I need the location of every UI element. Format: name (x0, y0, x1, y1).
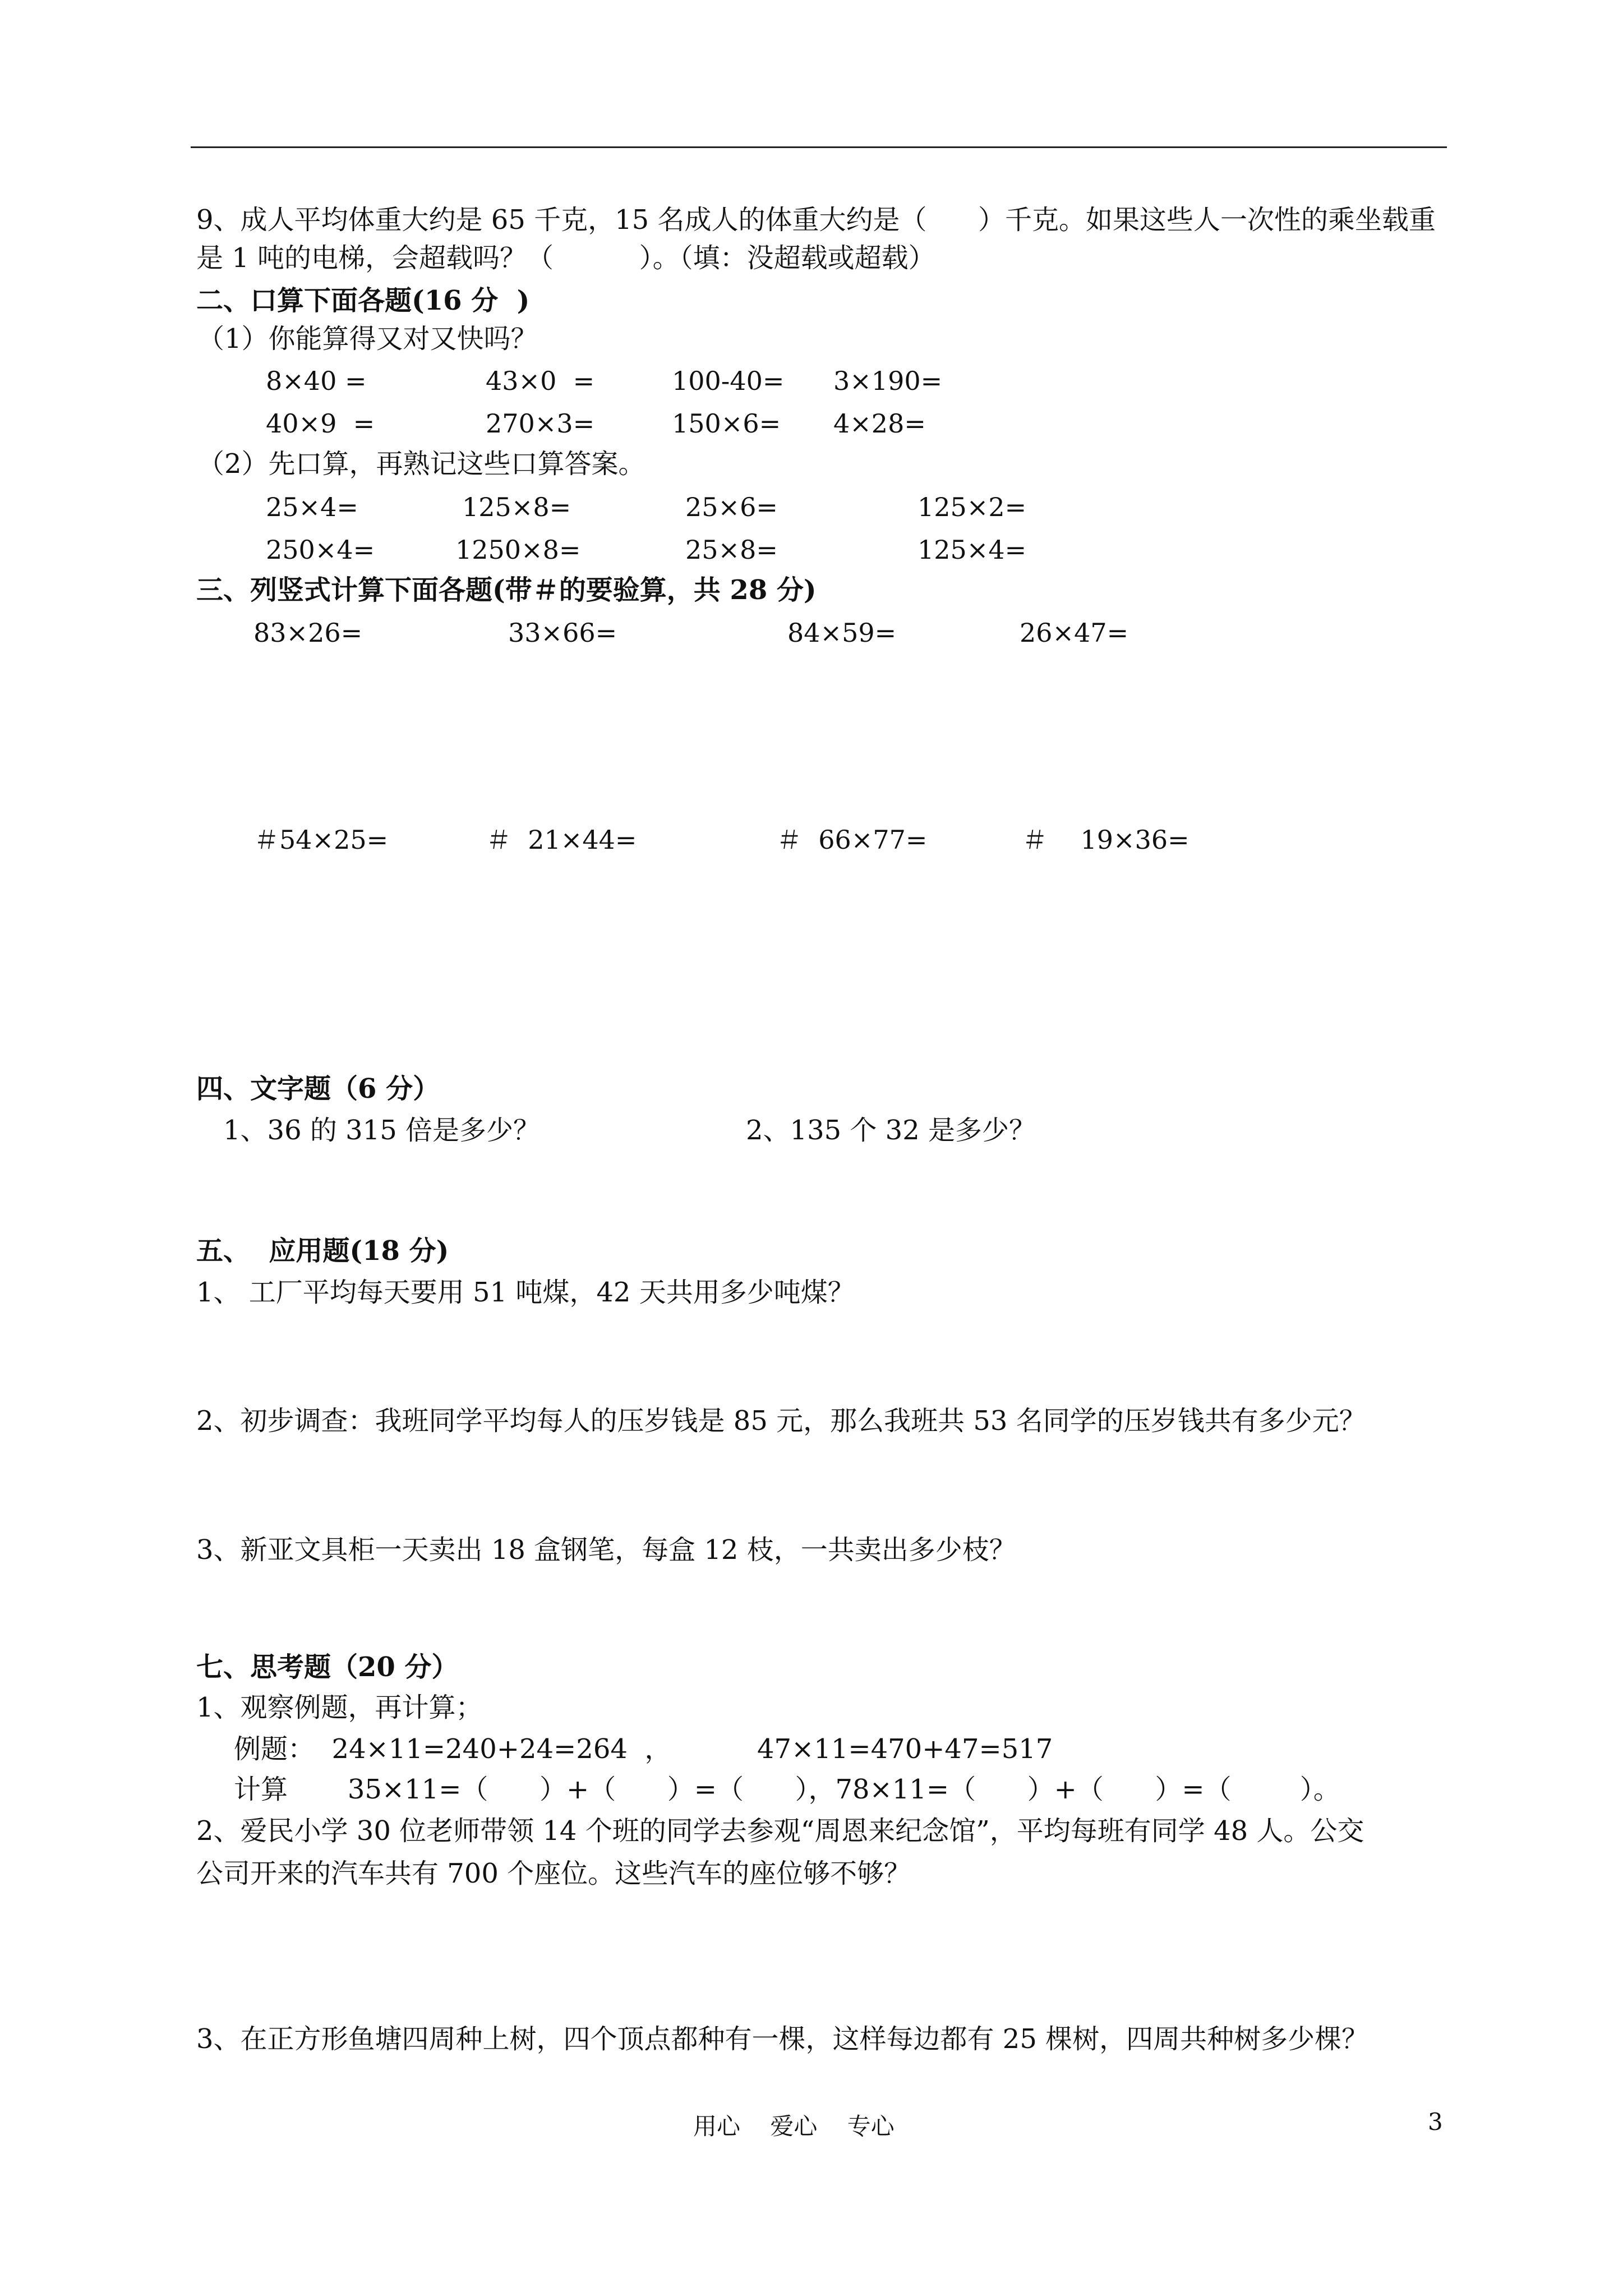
footer-slogan: 用心 爱心 专心 (693, 2113, 895, 2140)
section-5-title: 五、 应用题(18 分) (196, 1235, 449, 1267)
section-2-sub-1: （1）你能算得又对又快吗？ (197, 323, 538, 355)
vertical-calc-cell: ＃ 66×77= (776, 825, 928, 855)
application-q1: 1、 工厂平均每天要用 51 吨煤，42 天共用多少吨煤？ (196, 1277, 855, 1308)
oral-calc-cell: 150×6= (672, 408, 781, 439)
vertical-calc-cell: 84×59= (787, 618, 897, 648)
oral-calc-cell: 8×40 = (266, 366, 367, 396)
word-problem-1: 1、36 的 315 倍是多少？ (223, 1115, 541, 1146)
vertical-calc-cell: 33×66= (508, 618, 617, 648)
oral-calc-cell: 43×0 = (486, 366, 595, 396)
section-4-title: 四、文字题（6 分） (196, 1073, 440, 1105)
thinking-q2-line-2: 公司开来的汽车共有 700 个座位。这些汽车的座位够不够？ (196, 1858, 911, 1889)
oral-calc-cell: 1250×8= (455, 535, 581, 565)
vertical-calc-cell: ＃54×25= (253, 825, 389, 855)
vertical-calc-cell: 26×47= (1020, 618, 1129, 648)
oral-calc-cell: 25×4= (266, 492, 358, 522)
page-number: 3 (1428, 2108, 1443, 2136)
oral-calc-cell: 4×28= (833, 408, 926, 439)
oral-calc-cell: 125×4= (917, 535, 1027, 565)
q9-line-1: 9、成人平均体重大约是 65 千克，15 名成人的体重大约是（ ）千克。如果这些人一次性的乘坐载重 (196, 204, 1436, 236)
thinking-calc: 计算 35×11=（ ）+（ ）=（ ），78×11=（ ）+（ ）=（ ）。 (200, 1774, 1340, 1805)
oral-calc-cell: 40×9 = (266, 408, 375, 439)
application-q3: 3、新亚文具柜一天卖出 18 盒钢笔，每盒 12 枝，一共卖出多少枝？ (196, 1534, 1016, 1566)
vertical-calc-cell: ＃ 19×36= (1022, 825, 1189, 855)
thinking-q2-line-1: 2、爱民小学 30 位老师带领 14 个班的同学去参观“周恩来纪念馆”，平均每班有同学 48 人。公交 (196, 1815, 1364, 1847)
vertical-calc-cell: ＃ 21×44= (486, 825, 637, 855)
q9-line-2: 是 1 吨的电梯，会超载吗？（ ）。（填：没超载或超载） (196, 242, 935, 274)
oral-calc-cell: 125×8= (462, 492, 571, 522)
oral-calc-cell: 100-40= (672, 366, 785, 396)
section-2-sub-2: （2）先口算，再熟记这些口算答案。 (197, 448, 645, 480)
oral-calc-cell: 250×4= (266, 535, 375, 565)
oral-calc-cell: 125×2= (917, 492, 1027, 522)
section-7-title: 七、思考题（20 分） (196, 1651, 459, 1683)
thinking-example: 例题： 24×11=240+24=264 ， 47×11=470+47=517 (200, 1733, 1053, 1765)
thinking-q3: 3、在正方形鱼塘四周种上树，四个顶点都种有一棵，这样每边都有 25 棵树，四周共种树多少棵？ (196, 2023, 1369, 2055)
application-q2: 2、初步调查：我班同学平均每人的压岁钱是 85 元，那么我班共 53 名同学的压岁钱共有多少元？ (196, 1405, 1366, 1437)
word-problem-2: 2、135 个 32 是多少？ (746, 1115, 1036, 1146)
vertical-calc-cell: 83×26= (253, 618, 363, 648)
thinking-q1: 1、观察例题，再计算； (196, 1692, 483, 1723)
oral-calc-cell: 3×190= (833, 366, 943, 396)
header-rule (191, 146, 1447, 148)
oral-calc-cell: 25×6= (685, 492, 778, 522)
oral-calc-cell: 270×3= (486, 408, 595, 439)
oral-calc-cell: 25×8= (685, 535, 778, 565)
section-3-title: 三、列竖式计算下面各题(带＃的要验算，共 28 分) (196, 574, 817, 606)
section-2-title: 二、口算下面各题(16 分 ) (196, 285, 530, 316)
